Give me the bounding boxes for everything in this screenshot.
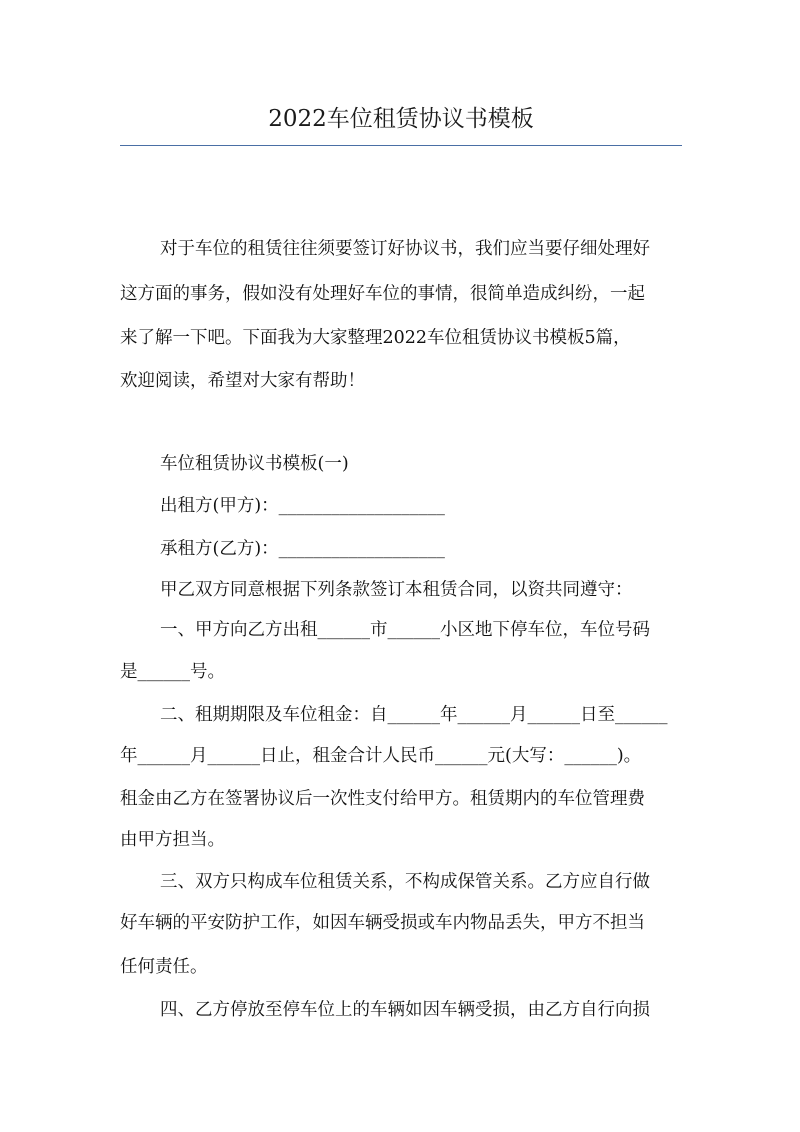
- clause-3-line-3: 任何责任。: [120, 957, 208, 977]
- clause-4-line-1: 四、乙方停放至停车位上的车辆如因车辆受损，由乙方自行向损: [160, 1000, 650, 1020]
- lessee-field: 承租方(乙方)：___________________: [160, 539, 445, 559]
- page-title: 2022车位租赁协议书模板: [268, 106, 534, 132]
- intro-line-1: 对于车位的租赁往往须要签订好协议书，我们应当要仔细处理好: [160, 239, 650, 259]
- section-heading: 车位租赁协议书模板(一): [160, 454, 349, 474]
- clause-2-line-1: 二、租期期限及车位租金：自______年______月______日至______: [160, 705, 668, 725]
- clause-2-line-4: 由甲方担当。: [120, 830, 225, 850]
- clause-3-line-2: 好车辆的平安防护工作，如因车辆受损或车内物品丢失，甲方不担当: [120, 913, 645, 933]
- intro-line-3: 来了解一下吧。下面我为大家整理2022车位租赁协议书模板5篇，: [120, 328, 631, 348]
- intro-line-2: 这方面的事务，假如没有处理好车位的事情，很简单造成纠纷，一起: [120, 284, 645, 304]
- title-divider: [120, 145, 682, 146]
- clause-2-line-3: 租金由乙方在签署协议后一次性支付给甲方。租赁期内的车位管理费: [120, 789, 645, 809]
- lessor-field: 出租方(甲方)：___________________: [160, 496, 445, 516]
- intro-line-4: 欢迎阅读，希望对大家有帮助！: [120, 371, 365, 391]
- clause-1-line-1: 一、甲方向乙方出租______市______小区地下停车位，车位号码: [160, 620, 650, 640]
- clause-3-line-1: 三、双方只构成车位租赁关系，不构成保管关系。乙方应自行做: [160, 872, 650, 892]
- clause-2-line-2: 年______月______日止，租金合计人民币______元(大写：______)。: [120, 746, 642, 766]
- agreement-preamble: 甲乙双方同意根据下列条款签订本租赁合同，以资共同遵守：: [160, 580, 633, 600]
- clause-1-line-2: 是______号。: [120, 662, 225, 682]
